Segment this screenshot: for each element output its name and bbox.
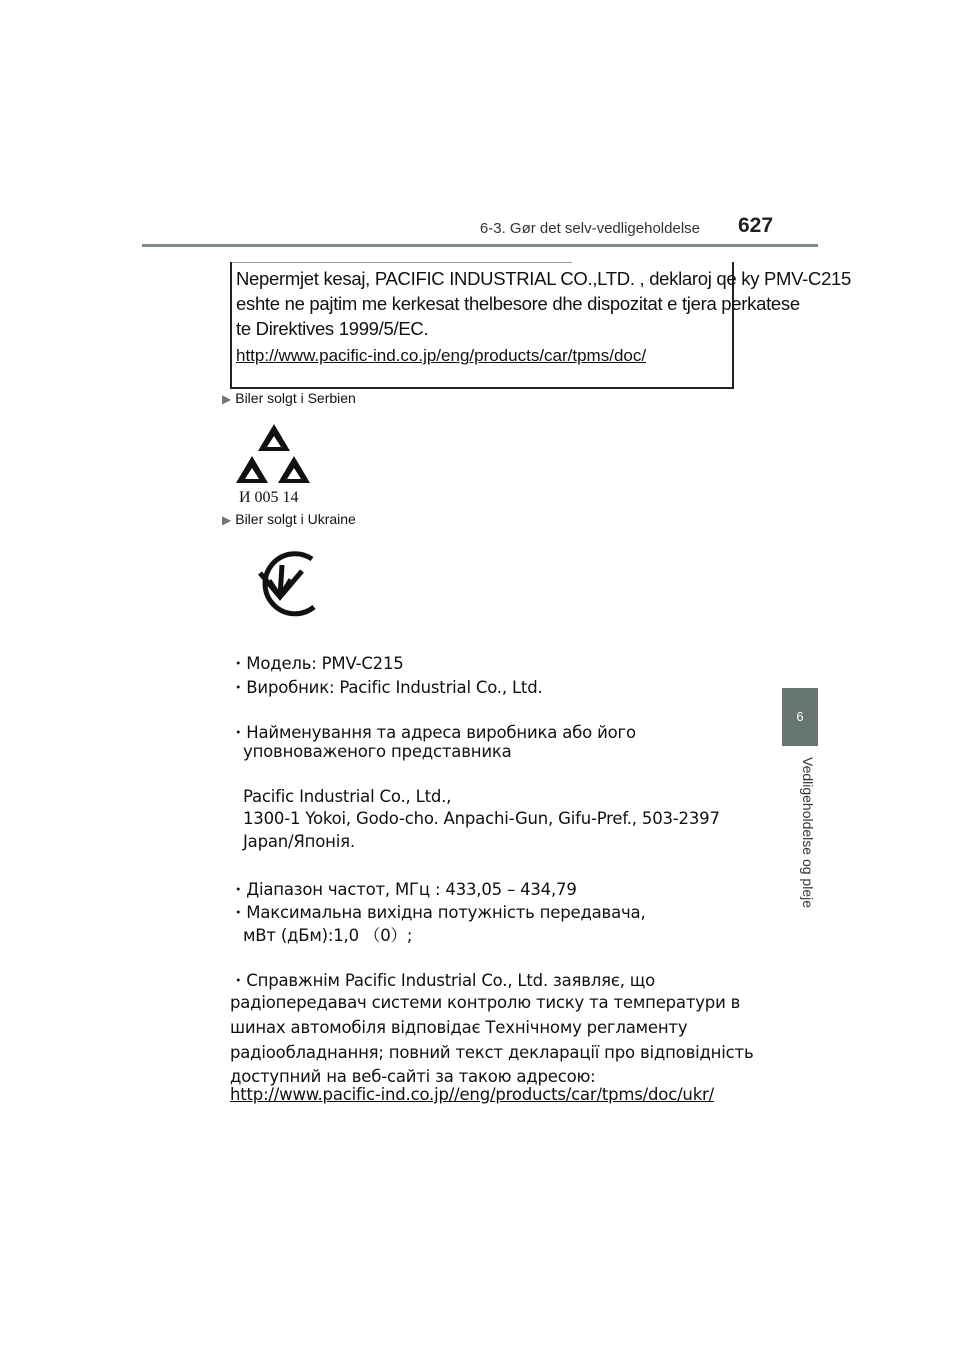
ua-manufacturer: ・Виробник: Pacific Industrial Co., Ltd. xyxy=(230,678,543,697)
triangle-bullet-icon: ▶ xyxy=(222,513,232,527)
serbia-mark-code: И 005 14 xyxy=(239,489,299,506)
header-divider xyxy=(142,244,818,247)
ua-declaration-line-2: радіопередавач системи контролю тиску та температури в xyxy=(230,993,741,1012)
albania-line-1: Nepermjet kesaj, PACIFIC INDUSTRIAL CO.,LTD. , deklaroj qe ky PMV-C215 xyxy=(236,268,852,289)
ua-power-line-1: ・Максимальна вихідна потужність передавача, xyxy=(230,903,646,922)
page-number: 627 xyxy=(738,214,774,237)
chapter-tab: 6 xyxy=(782,688,818,746)
albania-declaration-box xyxy=(230,262,852,389)
chapter-label: Vedligeholdelse og pleje xyxy=(800,757,816,909)
albania-line-2: eshte ne pajtim me kerkesat thelbesore dhe dispozitat e tjera perkatese xyxy=(236,293,800,314)
ua-country: Japan/Японія. xyxy=(243,832,355,851)
serbia-heading-text: Biler solgt i Serbien xyxy=(235,390,356,406)
ua-declaration-url[interactable]: http://www.pacific-ind.co.jp//eng/products/car/tpms/doc/ukr/ xyxy=(230,1085,714,1104)
albania-line-3: te Direktives 1999/5/EC. xyxy=(236,318,429,339)
ua-declaration-line-1: ・Справжнім Pacific Industrial Co., Ltd. заявляє, що xyxy=(230,971,656,990)
ua-name-address-line-2: уповноваженого представника xyxy=(243,742,512,761)
ua-name-address-line-1: ・Найменування та адреса виробника або його xyxy=(230,723,636,742)
ukraine-heading-text: Biler solgt i Ukraine xyxy=(235,511,356,527)
serbia-heading xyxy=(222,390,356,406)
box-top-line xyxy=(232,262,572,263)
ua-frequency: ・Діапазон частот, МГц : 433,05 – 434,79 xyxy=(230,880,577,899)
ua-address: 1300-1 Yokoi, Godo-cho. Anpachi-Gun, Gifu-Pref., 503-2397 xyxy=(243,809,720,828)
albania-url[interactable]: http://www.pacific-ind.co.jp/eng/products/car/tpms/doc/ xyxy=(236,346,647,365)
serbian-conformity-triangles-icon xyxy=(236,422,312,488)
section-title: 6-3. Gør det selv-vedligeholdelse xyxy=(479,220,700,237)
ua-declaration-line-3: шинах автомобіля відповідає Технічному регламенту xyxy=(230,1018,688,1037)
ukrainian-conformity-mark-icon xyxy=(246,551,320,617)
ua-model: ・Модель: PMV-C215 xyxy=(230,654,404,673)
ua-company: Pacific Industrial Co., Ltd., xyxy=(243,787,452,806)
triangle-bullet-icon: ▶ xyxy=(222,392,232,406)
ukraine-heading xyxy=(222,511,356,527)
ua-power-line-2: мВт (дБм):1,0 （0）; xyxy=(243,926,413,945)
ua-declaration-line-5: доступний на веб-сайті за такою адресою: xyxy=(230,1067,596,1086)
ua-declaration-line-4: радіообладнання; повний текст декларації про відповідність xyxy=(230,1043,754,1062)
